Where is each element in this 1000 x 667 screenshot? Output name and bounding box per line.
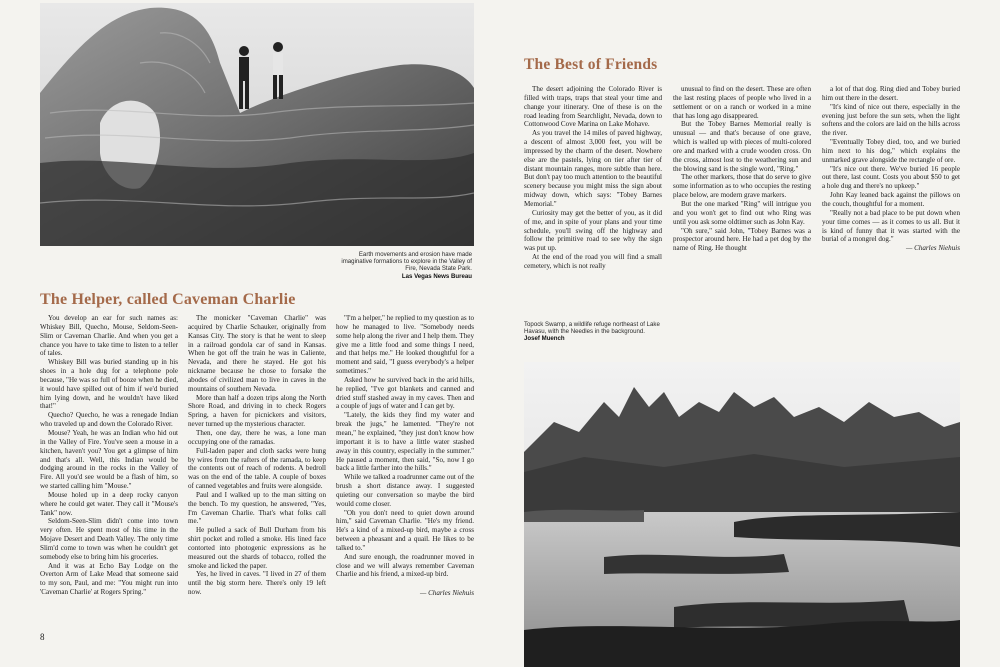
bof-c2-p1: unusual to find on the desert. These are often the last resting places of people who lived in a settlement or on a ranch or worked in a mine that has long ago disappeared. (673, 85, 811, 120)
cav-c3-p1: "I'm a helper," he replied to my question as to how he managed to live. "Somebody needs some help along the river and I help them. They give me a little food and some things I need, and that helps me." He looked thoughtful for a moment and said, "I guess everybody's a helper sometimes." (336, 314, 474, 376)
bof-c3-p3: "Eventually Tobey died, too, and we buried him next to his dog," which explains the unmarked grave alongside the rectangle of ore. (822, 138, 960, 164)
cav-c1-p5: Mouse holed up in a deep rocky canyon where he could get water. They call it "Mouse's Tank" now. (40, 490, 178, 517)
cav-c2-p1: The monicker "Caveman Charlie" was acquired by Charlie Schauker, originally from Kansas City. The story is that he went to sleep in a railroad gondola car of sand in Kansas. When he got off the train he was in Caliente, Nevada, and there he stayed. He got his nickname because he chose to forsake the abodes of civilized man to live in caves in the mountains of southern Nevada. (188, 314, 326, 393)
cav-c3-p2: Asked how he survived back in the arid hills, he replied, "I've got blankets and canned and dried stuff stashed away in my caves. Then and a couple of jugs of water and I can get by. (336, 375, 474, 411)
bof-c2-p3: The other markers, those that do serve to give some information as to who occupies the resting place below, are modern grave markers. (673, 173, 811, 200)
bof-c2-p2: But the Tobey Barnes Memorial really is unusual — and that's because of one grave, which is walled up with pieces of multi-colored ore and marked with a crude wooden cross. On the cross, almost lost to the weathering sun and the blowing sand is the single word, "Ring." (673, 120, 811, 173)
cav-c2-p4: Full-laden paper and cloth sacks were hung by wires from the rafters of the ramada, to keep the contents out of reach of rodents. A bedroll was on the end of the table. A couple of boxes of canned vegetables and fruits were alongside. (188, 446, 326, 491)
cav-c2-p6: He pulled a sack of Bull Durham from his shirt pocket and rolled a smoke. His lined face contorted into photogenic expressions as he measured out the shards of tobacco, rolled the smoke and licked the paper. (188, 526, 326, 570)
bof-c3-p4: "It's nice out there. We've buried 16 people out there, last count. Costs you about $50 to get a hole dug and there's no upkeep." (822, 164, 960, 191)
cav-c2-p3: Then, one day, there he was, a lone man occupying one of the ramadas. (188, 428, 326, 446)
cav-c1-p7: And it was at Echo Bay Lodge on the Overton Arm of Lake Mead that someone said to my son, Paul, and me: "You might run into 'Caveman Charlie' at Rogers Spring." (40, 561, 178, 597)
left-photo-caption (330, 251, 472, 280)
caveman-title: The Helper, called Caveman Charlie (40, 291, 296, 308)
caveman-column-3 (336, 314, 474, 632)
left-photo-credit: Las Vegas News Bureau (401, 272, 472, 280)
cav-c1-p2: Whiskey Bill was buried standing up in his shoes in a hole dug for a telephone pole because, "He was so full of booze when he died, it would have spilled out of him if we'd buried him lying down, and he wouldn't have liked that!" (40, 358, 178, 411)
cav-c2-p7: Yes, he lived in caves. "I lived in 27 of them until the big storm here. There's only 19 left now. (188, 570, 326, 597)
best-of-friends-column-2 (673, 85, 811, 285)
page-number: 8 (40, 632, 45, 642)
best-of-friends-title: The Best of Friends (524, 56, 658, 73)
cav-c1-p4: Mouse? Yeah, he was an Indian who hid out in the Valley of Fire. You've seen a mouse in a kitchen, haven't you? You get a glimpse of him and that's all. Well, this Indian would be dodging around in the rocks in the Valley of Fire. All you'd see would be a flash of him, so we started calling him "Mouse." (40, 428, 178, 491)
bof-signature: — Charles Niehuis (906, 244, 960, 253)
left-photo-caption-text: Earth movements and erosion have made imaginative formations to explore in the Valley of Fire, Nevada State Park. (341, 251, 472, 273)
right-photo-credit: Josef Muench (524, 335, 565, 343)
cav-c1-p1: You develop an ear for such names as: Whiskey Bill, Quecho, Mouse, Seldom-Seen-Slim or Caveman Charlie. And when you get a chance you have to take time to listen to a teller of tales. (40, 314, 178, 358)
bof-c2-p4: But the one marked "Ring" will intrigue you and you won't get to find out who Ring was until you ask some oldtimer such as John Kay. (673, 199, 811, 226)
cav-c3-p5: "Oh you don't need to quiet down around him," said Caveman Charlie. "He's my friend. He's a kind of a mixed-up bird, maybe a cross between a pheasant and a quail. He likes to be talked to." (336, 508, 474, 552)
caveman-signature: — Charles Niehuis (420, 589, 474, 598)
bof-c1-p1: The desert adjoining the Colorado River is filled with traps, traps that steal your time and change your itinerary. One of these is on the road leading from Searchlight, Nevada, down to Cottonwood Cove Marina on Lake Mohave. (524, 85, 662, 129)
bof-c3-p2: "It's kind of nice out there, especially in the evening just before the sun sets, when the light softens and the colors are laid on the hills across the river. (822, 102, 960, 138)
cav-c3-p3: "Lately, the kids they find my water and break the jugs," he lamented. "They're not mean," he explained, "they just don't know how important it is to have a little water stashed away in this country, especially in the summer." He paused a moment, then said, "So, now I go back a little farther into the hills." (336, 411, 474, 473)
cav-c1-p3: Quecho? Quecho, he was a renegade Indian who traveled up and down the Colorado River. (40, 411, 178, 429)
right-photo-caption-text: Topock Swamp, a wildlife refuge northeast of Lake Havasu, with the Needles in the background. (524, 321, 660, 336)
bof-c1-p3: Curiosity may get the better of you, as it did of me, and in spite of your plans and your time schedule, you'll swing off the highway and follow the primitive road to see why the sign was put up. (524, 208, 662, 253)
bof-c3-p6: "Really not a bad place to be put down when your time comes — as it comes to us all. But it is kind of funny that it was started with the burial of a mongrel dog." (822, 208, 960, 244)
cav-c1-p6: Seldom-Seen-Slim didn't come into town very often. He spent most of his time in the Mojave Desert and Death Valley. The only time Slim'd come to town was when he couldn't get somebody else to bring him his groceries. (40, 517, 178, 561)
best-of-friends-column-1 (524, 85, 662, 285)
right-photo-caption (524, 321, 664, 343)
cav-c3-p6: And sure enough, the roadrunner moved in close and we will always remember Caveman Charlie and his friend, a mixed-up bird. (336, 552, 474, 579)
bof-c1-p2: As you travel the 14 miles of paved highway, a descent of almost 3,000 feet, you will be impressed by the charm of the desert. Nowhere else are the pastels, lying on tier after tier of distant mountain ranges, more subtle than here. But don't pay too much attention to the beautiful scenery because you might miss the sign about midway down, which says: "Tobey Barnes Memorial." (524, 129, 662, 208)
cav-c2-p2: More than half a dozen trips along the North Shore Road, and driving in to check Rogers Spring, a haven for picnickers and visitors, never turned up the mysterious character. (188, 393, 326, 429)
cav-c2-p5: Paul and I walked up to the man sitting on the bench. To my question, he answered, "Yes, I'm Caveman Charlie. That's what folks call me." (188, 490, 326, 526)
bof-c3-p1: a lot of that dog. Ring died and Tobey buried him out there in the desert. (822, 85, 960, 102)
caveman-column-1 (40, 314, 178, 632)
bof-c1-p4: At the end of the road you will find a small cemetery, which is not really (524, 253, 662, 270)
best-of-friends-column-3 (822, 85, 960, 285)
valley-of-fire-photo (40, 3, 474, 246)
caveman-column-2 (188, 314, 326, 632)
cav-c3-p4: While we talked a roadrunner came out of the brush a short distance away. I suggested quieting our conversation so maybe the bird would come closer. (336, 473, 474, 508)
topock-swamp-photo (524, 362, 960, 667)
bof-c3-p5: John Kay leaned back against the pillows on the couch, thoughtful for a moment. (822, 191, 960, 208)
bof-c2-p5: "Oh sure," said John, "Tobey Barnes was a prospector around here. He had a pet dog by the name of Ring. He thought (673, 226, 811, 253)
